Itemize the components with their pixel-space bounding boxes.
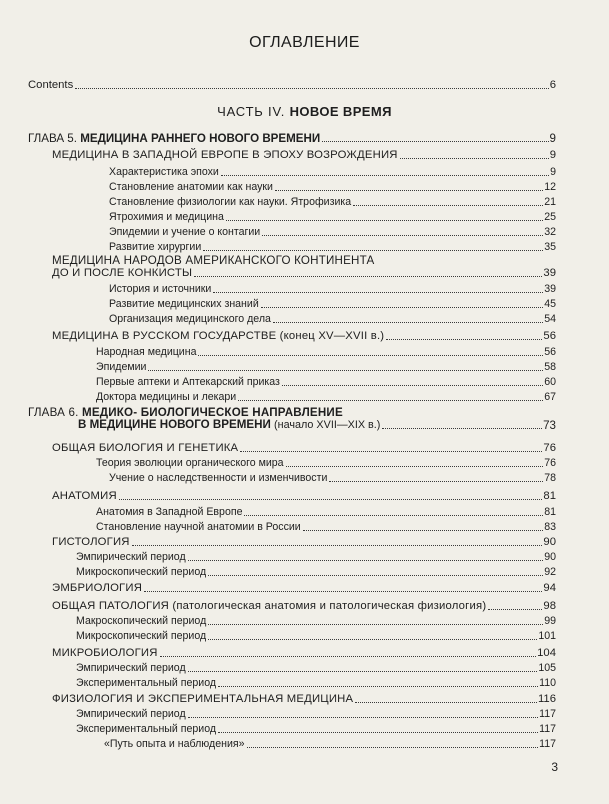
toc-entry-section[interactable]: ЭМБРИОЛОГИЯ 94 xyxy=(52,582,556,594)
dot-leader xyxy=(400,158,549,159)
dot-leader xyxy=(240,451,542,452)
dot-leader xyxy=(382,428,542,429)
dot-leader xyxy=(244,515,543,516)
dot-leader xyxy=(353,205,543,206)
chapter-title: МЕДИКО- БИОЛОГИЧЕСКОЕ НАПРАВЛЕНИЕ xyxy=(81,406,343,419)
dot-leader xyxy=(188,671,538,672)
toc-entry-item[interactable]: Эпидемии и учение о контагии 32 xyxy=(109,226,556,238)
toc-entry-item[interactable]: Становление научной анатомии в России 83 xyxy=(96,521,556,533)
dot-leader xyxy=(194,276,542,277)
dot-leader xyxy=(273,322,543,323)
toc-entry-section[interactable]: МИКРОБИОЛОГИЯ 104 xyxy=(52,647,556,659)
dot-leader xyxy=(188,560,544,561)
toc-entry-section[interactable]: ОБЩАЯ ПАТОЛОГИЯ (патологическая анатомия и патологическая физиология) 98 xyxy=(52,600,556,612)
toc-entry-item[interactable]: Первые аптеки и Аптекарский приказ 60 xyxy=(96,376,556,388)
dot-leader xyxy=(275,190,543,191)
toc-entry-item[interactable]: Доктора медицины и лекари 67 xyxy=(96,391,556,403)
dot-leader xyxy=(160,656,537,657)
chapter-title: МЕДИЦИНА РАННЕГО НОВОГО ВРЕМЕНИ xyxy=(80,132,321,145)
toc-entry-item[interactable]: Учение о наследственности и изменчивости 78 xyxy=(109,472,556,484)
dot-leader xyxy=(148,370,543,371)
toc-entry-section[interactable]: ДО И ПОСЛЕ КОНКИСТЫ 39 xyxy=(52,267,556,279)
part-prefix: ЧАСТЬ IV. xyxy=(217,104,286,119)
dot-leader xyxy=(208,575,543,576)
toc-entry-item[interactable]: Развитие хирургии 35 xyxy=(109,241,556,253)
chapter-note: (начало XVII—XIX в.) xyxy=(274,419,381,431)
toc-entry-item[interactable]: Экспериментальный период 110 xyxy=(76,677,556,689)
toc-section-line: МЕДИЦИНА НАРОДОВ АМЕРИКАНСКОГО КОНТИНЕНТА xyxy=(52,254,375,267)
toc-entry-item[interactable]: Характеристика эпохи 9 xyxy=(109,166,556,178)
dot-leader xyxy=(208,639,537,640)
dot-leader xyxy=(218,686,538,687)
toc-entry-item[interactable]: Экспериментальный период 117 xyxy=(76,723,556,735)
dot-leader xyxy=(203,250,543,251)
toc-entry-item[interactable]: Организация медицинского дела 54 xyxy=(109,313,556,325)
part-heading xyxy=(0,104,609,119)
dot-leader xyxy=(198,355,543,356)
dot-leader xyxy=(218,732,538,733)
dot-leader xyxy=(75,88,548,89)
toc-entry-item[interactable]: Эмпирический период 90 xyxy=(76,551,556,563)
toc-entry-chapter-5[interactable]: ГЛАВА 5. МЕДИЦИНА РАННЕГО НОВОГО ВРЕМЕНИ 9 xyxy=(28,132,556,145)
dot-leader xyxy=(144,591,542,592)
toc-entry-subitem[interactable]: «Путь опыта и наблюдения» 117 xyxy=(104,738,556,750)
dot-leader xyxy=(221,175,549,176)
dot-leader xyxy=(213,292,543,293)
toc-entry-section[interactable]: ОБЩАЯ БИОЛОГИЯ И ГЕНЕТИКА 76 xyxy=(52,442,556,454)
dot-leader xyxy=(355,702,537,703)
dot-leader xyxy=(386,339,542,340)
dot-leader xyxy=(262,235,543,236)
dot-leader xyxy=(132,545,543,546)
toc-entry-item[interactable]: Микроскопический период 92 xyxy=(76,566,556,578)
page-number: 3 xyxy=(551,760,558,774)
toc-entry-contents[interactable]: Contents 6 xyxy=(28,79,556,91)
toc-entry-section[interactable]: МЕДИЦИНА В ЗАПАДНОЙ ЕВРОПЕ В ЭПОХУ ВОЗРОЖДЕНИЯ 9 xyxy=(52,149,556,161)
toc-entry-section[interactable]: АНАТОМИЯ 81 xyxy=(52,490,556,502)
toc-entry-item[interactable]: Ятрохимия и медицина 25 xyxy=(109,211,556,223)
dot-leader xyxy=(261,307,543,308)
toc-entry-chapter-6[interactable]: В МЕДИЦИНЕ НОВОГО ВРЕМЕНИ (начало XVII—XIX в.) 73 xyxy=(78,418,556,432)
toc-entry-item[interactable]: Становление физиологии как науки. Ятрофизика 21 xyxy=(109,196,556,208)
dot-leader xyxy=(329,481,543,482)
page-title: ОГЛАВЛЕНИЕ xyxy=(249,34,360,51)
toc-entry-item[interactable]: Эмпирический период 105 xyxy=(76,662,556,674)
dot-leader xyxy=(238,400,543,401)
dot-leader xyxy=(208,624,543,625)
dot-leader xyxy=(247,747,539,748)
dot-leader xyxy=(188,717,538,718)
toc-entry-item[interactable]: Становление анатомии как науки 12 xyxy=(109,181,556,193)
chapter-prefix: ГЛАВА 5. xyxy=(28,132,77,145)
dot-leader xyxy=(303,530,544,531)
toc-entry-item[interactable]: Эпидемии 58 xyxy=(96,361,556,373)
toc-entry-section[interactable]: ГИСТОЛОГИЯ 90 xyxy=(52,536,556,548)
dot-leader xyxy=(119,499,543,500)
toc-entry-section[interactable]: МЕДИЦИНА В РУССКОМ ГОСУДАРСТВЕ (конец XV—XVII в.) 56 xyxy=(52,330,556,342)
toc-entry-item[interactable]: Микроскопический период 101 xyxy=(76,630,556,642)
toc-entry-item[interactable]: Эмпирический период 117 xyxy=(76,708,556,720)
toc-entry-item[interactable]: История и источники 39 xyxy=(109,283,556,295)
dot-leader xyxy=(282,385,543,386)
part-name: НОВОЕ ВРЕМЯ xyxy=(289,104,392,119)
toc-entry-item[interactable]: Анатомия в Западной Европе 81 xyxy=(96,506,556,518)
toc-entry-item[interactable]: Теория эволюции органического мира 76 xyxy=(96,457,556,469)
chapter-title-line2: В МЕДИЦИНЕ НОВОГО ВРЕМЕНИ xyxy=(78,418,271,431)
dot-leader xyxy=(322,141,548,142)
toc-entry-item[interactable]: Развитие медицинских знаний 45 xyxy=(109,298,556,310)
toc-entry-section[interactable]: ФИЗИОЛОГИЯ И ЭКСПЕРИМЕНТАЛЬНАЯ МЕДИЦИНА 116 xyxy=(52,693,556,705)
toc-entry-item[interactable]: Народная медицина 56 xyxy=(96,346,556,358)
toc-entry-item[interactable]: Макроскопический период 99 xyxy=(76,615,556,627)
dot-leader xyxy=(286,466,544,467)
dot-leader xyxy=(488,609,542,610)
chapter-prefix: ГЛАВА 6. xyxy=(28,406,79,419)
dot-leader xyxy=(226,220,543,221)
